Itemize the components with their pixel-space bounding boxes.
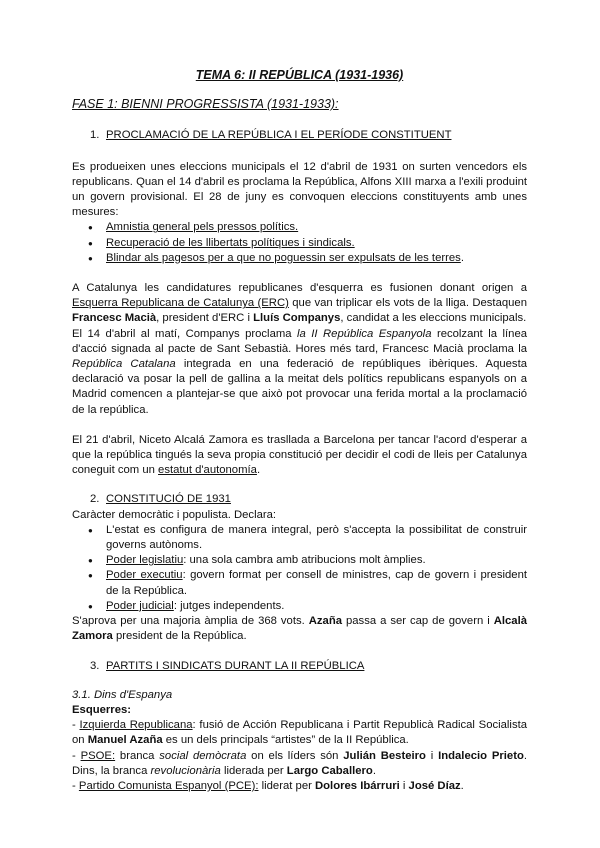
list-item-text: Blindar als pagesos per a que no poguessin ser expulsats de les terres	[106, 251, 461, 264]
party-ir: - Izquierda Republicana: fusió de Acción Republicana i Partit Republicà Radical Socialista on Manuel Azaña es un dels principals “artistes” de la II República.	[72, 719, 528, 747]
erc-link: Esquerra Republicana de Catalunya (ERC)	[72, 297, 289, 310]
measures-list	[72, 220, 527, 266]
section-label: PARTITS I SINDICATS DURANT LA II REPÚBLICA	[106, 659, 365, 672]
constitution-list	[72, 523, 527, 614]
list-item: ● Blindar als pagesos per a que no poguessin ser expulsats de les terres.	[106, 251, 527, 266]
section-number: 3.	[90, 659, 100, 672]
name-macia: Francesc Macià	[72, 312, 157, 325]
name-companys: Lluís Companys	[253, 312, 341, 325]
section-number: 2.	[90, 493, 100, 506]
document-page	[72, 68, 527, 794]
list-item: ● Poder legislatiu: una sola cambra amb atribucions molt àmplies.	[106, 553, 527, 568]
section-heading-2	[90, 492, 527, 507]
document-title: TEMA 6: II REPÚBLICA (1931-1936)	[195, 68, 404, 82]
list-item: ● Poder judicial: jutges independents.	[106, 599, 527, 614]
phase-heading: FASE 1: BIENNI PROGRESSISTA (1931-1933):	[72, 97, 339, 112]
list-item: ● Poder executiu: govern format per consell de ministres, cap de govern i president de la República.	[106, 568, 527, 598]
section-label: CONSTITUCIÓ DE 1931	[106, 493, 231, 506]
paragraph-vote: S'aprova per una majoria àmplia de 368 vots. Azaña passa a ser cap de govern i Alcalà Zamora president de la República.	[72, 615, 527, 643]
subsection-heading: 3.1. Dins d'Espanya	[72, 688, 173, 701]
term-estatut: estatut d'autonomía	[158, 464, 257, 477]
list-item: ● L'estat es configura de manera integral, però s'accepta la possibilitat de construir governs autònoms.	[106, 523, 527, 553]
section-heading-1	[90, 128, 527, 143]
section-heading-3	[90, 659, 527, 674]
section-number: 1.	[90, 129, 100, 142]
list-item: ● Recuperació de les llibertats polítiques i sindicals.	[106, 236, 527, 251]
section-label: PROCLAMACIÓ DE LA REPÚBLICA I EL PERÍODE CONSTITUENT	[106, 129, 452, 142]
party-pce: - Partido Comunista Espanyol (PCE): liderat per Dolores Ibárruri i José Díaz.	[72, 779, 464, 792]
paragraph-erc: A Catalunya les candidatures republicanes d'esquerra es fusionen donant origen a Esquerra Republicana de Catalunya (ERC) que van triplicar els vots de la lliga. Destaquen Francesc Macià, president d'ERC i Lluís Companys, candidat a les eleccions municipals.	[72, 282, 527, 325]
party-psoe: - PSOE: branca social demòcrata on els líders són Julián Besteiro i Indalecio Prieto. Dins, la branca revolucionària liderada per Largo Caballero.	[72, 749, 528, 777]
group-heading-left: Esquerres:	[72, 703, 132, 716]
paragraph-elections: Es produeixen unes eleccions municipals el 12 d'abril de 1931 on surten vencedors els republicans. Quan el 14 d'abril es proclama la República, Alfons XIII marxa a l'exili produint un govern provisional. El 28 de juny es convoquen eleccions constituyents amb unes mesures:	[72, 160, 527, 219]
term-rep-espanyola: la II República Espanyola	[297, 327, 432, 340]
name-azana: Azaña	[308, 615, 343, 628]
term-rep-catalana: República Catalana	[72, 358, 176, 371]
paragraph-alcala: El 21 d'abril, Niceto Alcalá Zamora es trasllada a Barcelona per tancar l'acord d'esperar a que la república tingués la seva propia constitució per decidir el codi de lleis per Catalunya coneguit com un estatut d'autonomía.	[72, 433, 527, 477]
name-alcala: Alcalà Zamora	[72, 615, 527, 643]
list-item: ● Amnistia general pels pressos polítics.	[106, 220, 527, 235]
paragraph-constitution: Caràcter democràtic i populista. Declara:	[72, 508, 277, 521]
paragraph-proclamation: El 14 d'abril al matí, Companys proclama la II República Espanyola recolzant la línea d'acció signada al pacte de Sant Sebastià. Hores més tard, Francesc Macià proclama la República Catalana integrada en una federació de repúbliques ibèriques. Aquesta declaració va posar la pell de gallina a la meitat dels polítics republicans espanyols on a Madrid comencen a plantejar-se que això pot provocar una ferida mortal a la proclamació de la república.	[72, 327, 528, 416]
